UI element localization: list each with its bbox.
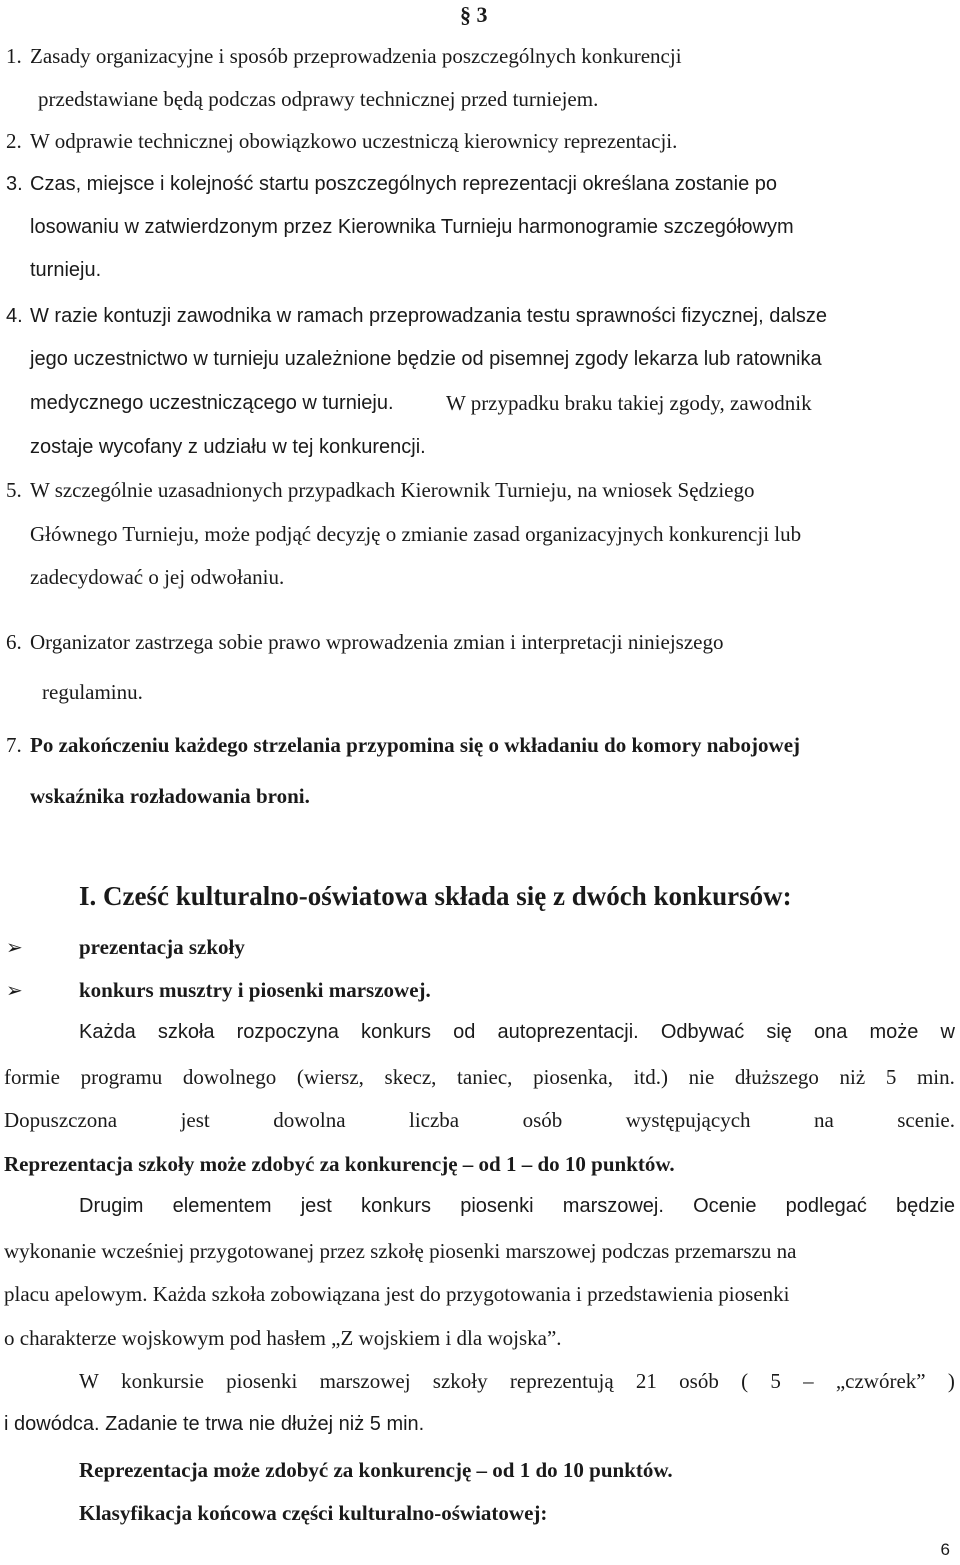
paragraph-2-line-3: placu apelowym. Każda szkoła zobowiązana jest do przygotowania i przedstawienia piosenki <box>4 1282 790 1306</box>
rule-2-line-1: W odprawie technicznej obowiązkowo uczestniczą kierownicy reprezentacji. <box>30 129 678 153</box>
rule-1-number: 1. <box>6 44 22 68</box>
arrow-bullet-icon: ➢ <box>6 980 23 1002</box>
rule-1-line-2: przedstawiane będą podczas odprawy technicznej przed turniejem. <box>38 87 599 111</box>
paragraph-2-line-1 <box>79 1195 955 1218</box>
rule-5-line-2: Głównego Turnieju, może podjąć decyzję o zmianie zasad organizacyjnych konkurencji lub <box>30 522 802 546</box>
rule-4-line-1: W razie kontuzji zawodnika w ramach przeprowadzania testu sprawności fizycznej, dalsze <box>30 305 828 327</box>
paragraph-1-points: Reprezentacja szkoły może zdobyć za konkurencję – od 1 – do 10 punktów. <box>4 1152 675 1176</box>
rule-3-line-3: turnieju. <box>30 259 102 281</box>
rule-2-number: 2. <box>6 129 22 153</box>
rule-4-line-2: jego uczestnictwo w turnieju uzależnione będzie od pisemnej zgody lekarza lub ratownika <box>30 348 822 370</box>
paragraph-3-line-1 <box>79 1369 955 1394</box>
rule-5-number: 5. <box>6 478 22 502</box>
rule-4-line-4: zostaje wycofany z udziału w tej konkurencji. <box>30 436 426 458</box>
rule-5-line-3: zadecydować o jej odwołaniu. <box>30 565 285 589</box>
rule-4-line-3b: W przypadku braku takiej zgody, zawodnik <box>446 391 812 415</box>
page-number: 6 <box>940 1540 950 1559</box>
arrow-bullet-icon: ➢ <box>6 937 23 959</box>
paragraph-3-line-1-text: W konkursie piosenki marszowej szkoły reprezentują 21 osób ( 5 – „czwórek” ) <box>79 1369 955 1393</box>
paragraph-3-points: Reprezentacja może zdobyć za konkurencję – od 1 do 10 punktów. <box>79 1458 673 1482</box>
bullet-item <box>6 935 245 960</box>
rule-4-line-3a: medycznego uczestniczącego w turnieju. <box>30 392 394 414</box>
rule-6-line-1: Organizator zastrzega sobie prawo wprowadzenia zmian i interpretacji niniejszego <box>30 630 724 654</box>
rule-5-line-1: W szczególnie uzasadnionych przypadkach Kierownik Turnieju, na wniosek Sędziego <box>30 478 755 502</box>
part-title: Cześć kulturalno-oświatowa składa się z dwóch konkursów: <box>103 881 792 911</box>
rule-6-line-2: regulaminu. <box>42 680 143 704</box>
paragraph-1-line-2 <box>4 1065 955 1090</box>
rule-3-number: 3. <box>6 173 23 195</box>
classification-heading: Klasyfikacja końcowa części kulturalno-oświatowej: <box>79 1501 548 1525</box>
paragraph-1-line-3 <box>4 1108 955 1133</box>
paragraph-2-line-2: wykonanie wcześniej przygotowanej przez szkołę piosenki marszowej podczas przemarszu na <box>4 1239 797 1263</box>
paragraph-3-line-2: i dowódca. Zadanie te trwa nie dłużej niż 5 min. <box>4 1413 425 1435</box>
rule-4-number: 4. <box>6 305 23 327</box>
paragraph-2-line-4: o charakterze wojskowym pod hasłem „Z wojskiem i dla wojska”. <box>4 1326 562 1350</box>
section-symbol: § <box>460 2 471 27</box>
rule-3-line-1: Czas, miejsce i kolejność startu poszczególnych reprezentacji określana zostanie po <box>30 173 778 195</box>
section-heading <box>460 2 488 28</box>
part-numeral: I. <box>79 881 97 911</box>
rule-3-line-2: losowaniu w zatwierdzonym przez Kierownika Turnieju harmonogramie szczegółowym <box>30 216 794 238</box>
paragraph-2-line-1-text: Drugim elementem jest konkurs piosenki marszowej. Ocenie podlegać będzie <box>79 1195 955 1217</box>
bullet-item <box>6 978 431 1003</box>
rule-7-line-1: Po zakończeniu każdego strzelania przypomina się o wkładaniu do komory nabojowej <box>30 733 801 757</box>
rule-7-line-2: wskaźnika rozładowania broni. <box>30 784 310 808</box>
bullet-text: prezentacja szkoły <box>79 935 245 959</box>
part-heading <box>79 881 792 912</box>
bullet-text: konkurs musztry i piosenki marszowej. <box>79 978 431 1002</box>
paragraph-1-line-3-text: Dopuszczona jest dowolna liczba osób występujących na scenie. <box>4 1108 955 1132</box>
rule-6-number: 6. <box>6 630 22 654</box>
rule-7-number: 7. <box>6 733 22 757</box>
paragraph-1-line-1-text: Każda szkoła rozpoczyna konkurs od autoprezentacji. Odbywać się ona może w <box>79 1021 955 1043</box>
rule-1-line-1: Zasady organizacyjne i sposób przeprowadzenia poszczególnych konkurencji <box>30 44 682 68</box>
section-number: 3 <box>476 2 488 27</box>
paragraph-1-line-2-text: formie programu dowolnego (wiersz, skecz, taniec, piosenka, itd.) nie dłuższego niż 5 min. <box>4 1065 955 1089</box>
paragraph-1-line-1 <box>79 1021 955 1044</box>
